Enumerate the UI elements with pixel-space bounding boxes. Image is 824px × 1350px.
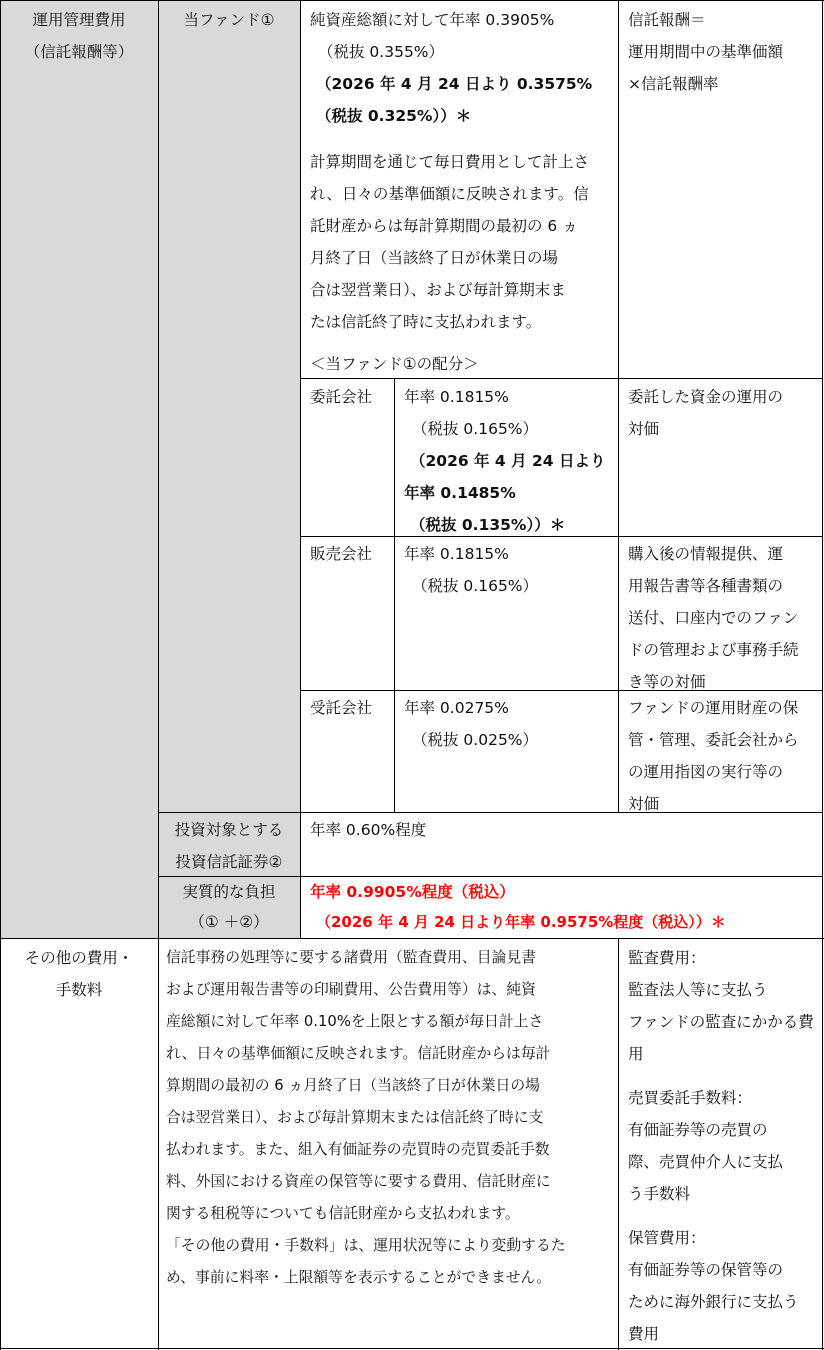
note-line: 信託報酬＝	[628, 11, 706, 29]
effective-burden-label	[160, 877, 298, 937]
fund1-note	[628, 4, 820, 100]
investment-target-label	[160, 814, 298, 878]
note-line: 有価証券等の売買の	[628, 1121, 768, 1139]
allocation-desc-line: 用報告書等各種書類の	[628, 577, 784, 595]
accrual-line: 月終了日（当該終了日が休業日の場	[310, 249, 559, 267]
divider-section	[0, 938, 824, 939]
allocation-rate-line: （税抜 0.025%）	[412, 731, 539, 749]
fund1-label-cell-bg	[158, 0, 300, 812]
effective-burden-value-line1: 年率 0.9905%程度（税込）	[310, 883, 515, 901]
divider-other-notes	[618, 938, 619, 1350]
other-desc-line: 関する租税等についても信託財産から支払われます。	[166, 1205, 520, 1222]
allocation-desc-line: 対価	[628, 420, 660, 438]
allocation-rate-new-line: （2026 年 4 月 24 日より	[410, 452, 606, 470]
allocation-rate-new-line: （税抜 0.135%））＊	[410, 516, 566, 534]
note-line: 費用	[628, 1325, 660, 1343]
allocation-desc-line: ドの管理および事務手続	[628, 641, 799, 659]
fund1-rate-new-line: （税抜 0.325%））＊	[316, 107, 472, 125]
effective-burden-value-line2: （2026 年 4 月 24 日より年率 0.9575%程度（税込））＊	[316, 913, 726, 931]
divider-allocation-subcol	[394, 378, 395, 812]
other-fees-description	[166, 942, 616, 1294]
category-line1: 運用管理費用	[32, 11, 126, 29]
divider-col2	[300, 0, 301, 938]
fund1-rate-line: （税抜 0.355%）	[318, 43, 445, 61]
allocation-desc-line: 管・管理、委託会社から	[628, 731, 799, 749]
other-desc-line: 算期間の最初の 6 ヵ月終了日（当該終了日が休業日の場	[166, 1077, 540, 1094]
fund1-accrual-text	[310, 146, 616, 338]
fund1-rate-new-line: （2026 年 4 月 24 日より 0.3575%	[316, 75, 593, 93]
other-desc-line: 産総額に対して年率 0.10%を上限とする額が毎日計上さ	[166, 1013, 544, 1030]
other-category-line1: その他の費用・	[24, 949, 134, 967]
note-line: 有価証券等の保管等の	[628, 1261, 784, 1279]
investment-target-label-line1: 投資対象とする	[174, 821, 284, 839]
note-title-custody: 保管費用：	[628, 1229, 706, 1247]
other-desc-line: 「その他の費用・手数料」は、運用状況等により変動するた	[166, 1237, 566, 1254]
category-management-fee	[4, 4, 154, 68]
other-desc-line: および運用報告書等の印刷費用、公告費用等）は、純資	[166, 981, 536, 998]
allocation-party: 受託会社	[310, 699, 373, 717]
fund1-rate	[310, 4, 616, 132]
note-title-audit: 監査費用：	[628, 949, 706, 967]
border-right	[822, 0, 823, 1350]
allocation-desc-line: ファンドの運用財産の保	[628, 699, 799, 717]
accrual-line: たは信託終了時に支払われます。	[310, 313, 542, 331]
allocation-desc	[628, 692, 820, 820]
allocation-rate-new-line: 年率 0.1485%	[404, 484, 516, 502]
allocation-rate-line: （税抜 0.165%）	[412, 420, 539, 438]
allocation-rate	[404, 381, 616, 541]
allocation-rate	[404, 538, 616, 602]
effective-burden-label-line2: （① ＋②）	[189, 913, 269, 931]
note-line: 用	[628, 1045, 644, 1063]
allocation-desc	[628, 538, 820, 698]
allocation-desc-line: の運用指図の実行等の	[628, 763, 784, 781]
other-desc-line: 信託事務の処理等に要する諸費用（監査費用、目論見書	[166, 949, 536, 966]
allocation-rate-line: 年率 0.1815%	[404, 545, 509, 563]
allocation-rate-line: （税抜 0.165%）	[412, 577, 539, 595]
category-line2: （信託報酬等）	[24, 43, 134, 61]
effective-burden-value	[310, 877, 820, 937]
note-line: ファンドの監査にかかる費	[628, 1013, 814, 1031]
note-line: 運用期間中の基準価額	[628, 43, 784, 61]
allocation-desc-line: 対価	[628, 795, 660, 813]
accrual-line: 合は翌営業日）、および毎計算期末ま	[310, 281, 566, 299]
category-other-fees	[4, 942, 154, 1006]
investment-target-label-line2: 投資信託証券②	[175, 853, 283, 871]
divider-col1	[158, 0, 159, 1350]
allocation-desc	[628, 381, 820, 445]
allocation-desc-line: 委託した資金の運用の	[628, 388, 784, 406]
other-desc-line: 合は翌営業日）、および毎計算期末または信託終了時に支	[166, 1109, 544, 1126]
allocation-desc-line: 送付、口座内でのファン	[628, 609, 799, 627]
allocation-party: 販売会社	[310, 545, 373, 563]
effective-burden-label-line1: 実質的な負担	[182, 883, 276, 901]
allocation-rate-line: 年率 0.0275%	[404, 699, 509, 717]
other-fees-notes	[628, 942, 820, 1350]
allocation-heading: ＜当ファンド①の配分＞	[310, 355, 479, 373]
other-desc-line: れ、日々の基準価額に反映されます。信託財産からは毎計	[166, 1045, 551, 1062]
allocation-desc-line: 購入後の情報提供、運	[628, 545, 784, 563]
accrual-line: れ、日々の基準価額に反映されます。信	[310, 185, 589, 203]
allocation-rate	[404, 692, 616, 756]
note-line: ために海外銀行に支払う	[628, 1293, 799, 1311]
other-category-line2: 手数料	[55, 981, 103, 999]
other-desc-line: 料、外国における資産の保管等に要する費用、信託財産に	[166, 1173, 551, 1190]
other-desc-line: 払われます。また、組入有価証券の売買時の売買委託手数	[166, 1141, 550, 1158]
note-line: 際、売買仲介人に支払	[628, 1153, 784, 1171]
note-line: ×信託報酬率	[628, 75, 719, 93]
category-cell-management-bg	[0, 0, 158, 938]
note-line: 監査法人等に支払う	[628, 981, 768, 999]
allocation-party: 委託会社	[310, 388, 373, 406]
investment-target-value: 年率 0.60%程度	[310, 821, 427, 839]
allocation-desc-line: き等の対価	[628, 673, 706, 691]
allocation-rate-line: 年率 0.1815%	[404, 388, 509, 406]
border-top	[0, 0, 824, 1]
accrual-line: 託財産からは毎計算期間の最初の 6 ヵ	[310, 217, 578, 235]
note-title-brokerage: 売買委託手数料：	[628, 1089, 753, 1107]
fund1-label: 当ファンド①	[183, 11, 275, 29]
note-line: う手数料	[628, 1185, 691, 1203]
fund1-rate-line: 純資産総額に対して年率 0.3905%	[310, 11, 555, 29]
border-left	[0, 0, 1, 1350]
accrual-line: 計算期間を通じて毎日費用として計上さ	[310, 153, 590, 171]
other-desc-line: め、事前に料率・上限額等を表示することができません。	[166, 1269, 552, 1286]
